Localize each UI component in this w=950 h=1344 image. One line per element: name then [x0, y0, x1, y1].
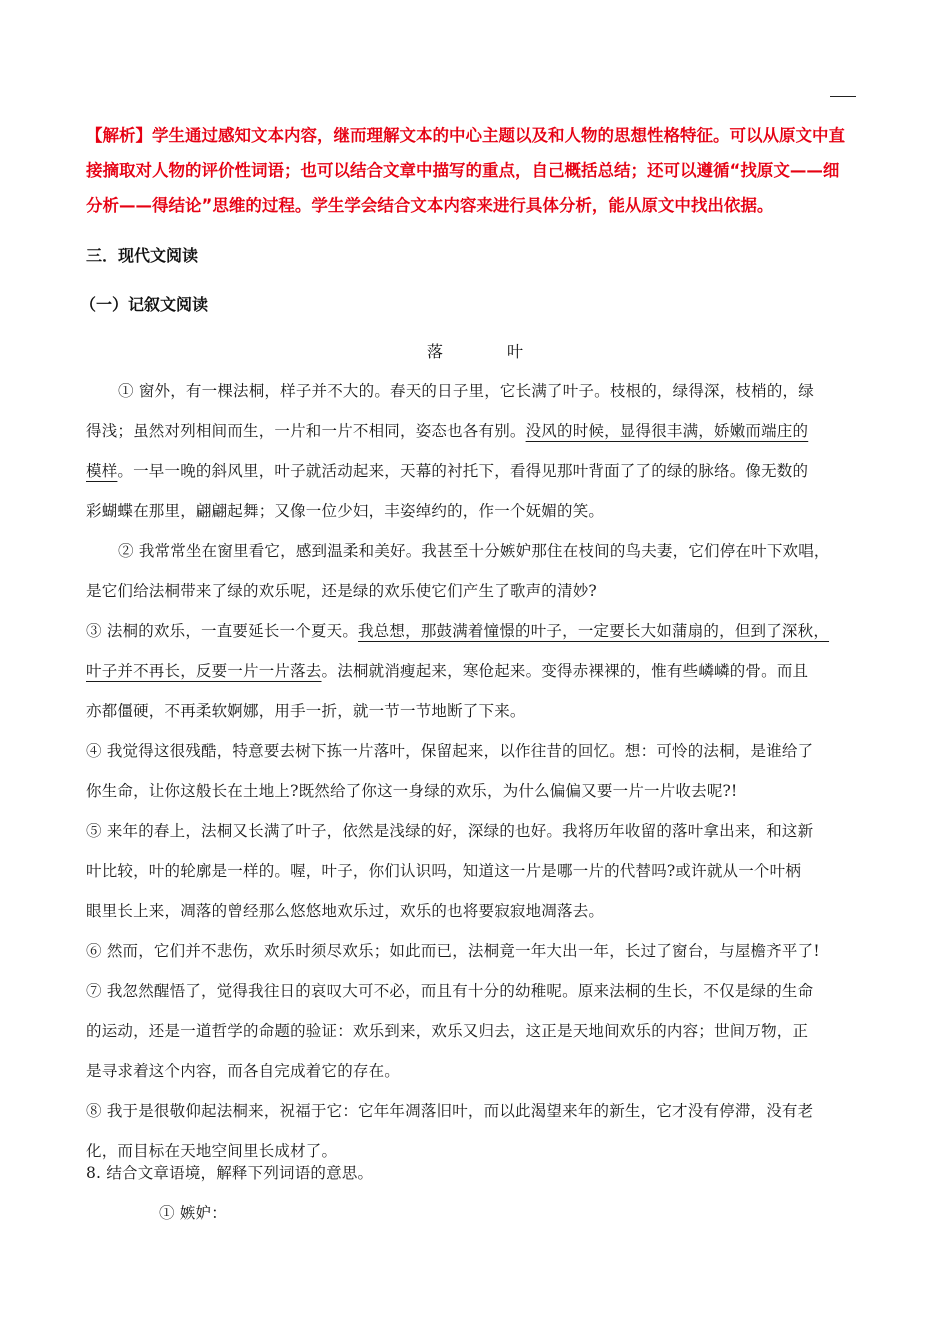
paragraph-4-line: 你生命，让你这般长在土地上?既然给了你这一身绿的欢乐，为什么偏偏又要一片一片收去呢?! [86, 782, 738, 800]
header-rule [830, 96, 856, 97]
paragraph-1-line [86, 451, 876, 491]
underlined-text: 没风的时候，显得很丰满，娇嫩而端庄的 [525, 422, 809, 440]
paragraph-4-line: ④ 我觉得这很残酷，特意要去树下拣一片落叶，保留起来，以作往昔的回忆。想：可怜的法桐，是谁给了 [86, 742, 814, 760]
analysis-block [86, 118, 866, 223]
underlined-text: 叶子并不再长，反要一片一片落去 [86, 662, 322, 680]
analysis-line: 接摘取对人物的评价性词语；也可以结合文章中描写的重点，自己概括总结；还可以遵循“找原文——细 [86, 161, 840, 180]
paragraph-2-line: 是它们给法桐带来了绿的欢乐呢，还是绿的欢乐使它们产生了歌声的清妙? [86, 582, 597, 600]
paragraph-3-line: 亦都僵硬，不再柔软婀娜，用手一折，就一节一节地断了下来。 [86, 702, 526, 720]
paragraph-2-line: ② 我常常坐在窗里看它，感到温柔和美好。我甚至十分嫉妒那住在枝间的鸟夫妻，它们停在叶下欢唱， [118, 542, 830, 560]
paragraph-5-line: ⑤ 来年的春上，法桐又长满了叶子，依然是浅绿的好，深绿的也好。我将历年收留的落叶拿出来，和这新 [86, 822, 814, 840]
analysis-line: 【解析】学生通过感知文本内容，继而理解文本的中心主题以及和人物的思想性格特征。可以从原文中直 [86, 126, 845, 145]
text-run: 得浅；虽然对列相间而生，一片和一片不相同，姿态也各有别。 [86, 422, 526, 440]
paragraph-7-line: 是寻求着这个内容，而各自完成着它的存在。 [86, 1062, 401, 1080]
paragraph-3-line [86, 611, 876, 651]
article-title [0, 339, 950, 362]
paragraph-8-line: ⑧ 我于是很敬仰起法桐来，祝福于它：它年年凋落旧叶，而以此渴望来年的新生，它才没有停滞，没有老 [86, 1102, 814, 1120]
text-run: 。一早一晚的斜风里，叶子就活动起来，天幕的衬托下，看得见那叶背面了了的绿的脉络。像无数的 [117, 462, 809, 480]
subsection-heading: （一）记叙文阅读 [80, 295, 209, 314]
paragraph-8-line: 化，而目标在天地空间里长成材了。 [86, 1142, 338, 1160]
section-heading: 三．现代文阅读 [86, 246, 199, 265]
paragraph-3-line [86, 651, 876, 691]
underlined-text: 我总想，那鼓满着憧憬的叶子，一定要长大如蒲扇的，但到了深秋， [358, 622, 830, 640]
text-run: ③ 法桐的欢乐，一直要延长一个夏天。 [86, 622, 359, 640]
paragraph-7-line: 的运动，还是一道哲学的命题的验证：欢乐到来，欢乐又归去，这正是天地间欢乐的内容；世间万物，正 [86, 1022, 809, 1040]
paragraph-1-line [86, 411, 876, 451]
text-run: 。法桐就消瘦起来，寒伧起来。变得赤裸裸的，惟有些嶙嶙的骨。而且 [321, 662, 809, 680]
question-stem: 8. 结合文章语境，解释下列词语的意思。 [86, 1164, 374, 1182]
article-body [86, 371, 876, 1171]
title-char-1: 落 [426, 342, 443, 361]
analysis-line: 分析——得结论”思维的过程。学生学会结合文本内容来进行具体分析，能从原文中找出依据。 [86, 196, 774, 215]
question-block [86, 1153, 373, 1233]
paragraph-7-line: ⑦ 我忽然醒悟了，觉得我往日的哀叹大可不必，而且有十分的幼稚呢。原来法桐的生长，不仅是绿的生命 [86, 982, 814, 1000]
title-char-2: 叶 [507, 342, 524, 361]
paragraph-5-line: 叶比较，叶的轮廓是一样的。喔，叶子，你们认识吗，知道这一片是哪一片的代替吗?或许就从一个叶柄 [86, 862, 802, 880]
question-item: ① 嫉妒： [159, 1204, 227, 1222]
paragraph-6-line: ⑥ 然而，它们并不悲伤，欢乐时须尽欢乐；如此而已，法桐竟一年大出一年，长过了窗台，与屋檐齐平了! [86, 942, 820, 960]
underlined-text: 模样 [86, 462, 118, 480]
paragraph-1-line: ① 窗外，有一棵法桐，样子并不大的。春天的日子里，它长满了叶子。枝根的，绿得深，枝梢的，绿 [118, 382, 814, 400]
paragraph-1-line: 彩蝴蝶在那里，翩翩起舞；又像一位少妇，丰姿绰约的，作一个妩媚的笑。 [86, 502, 605, 520]
paragraph-5-line: 眼里长上来，凋落的曾经那么悠悠地欢乐过，欢乐的也将要寂寂地凋落去。 [86, 902, 605, 920]
